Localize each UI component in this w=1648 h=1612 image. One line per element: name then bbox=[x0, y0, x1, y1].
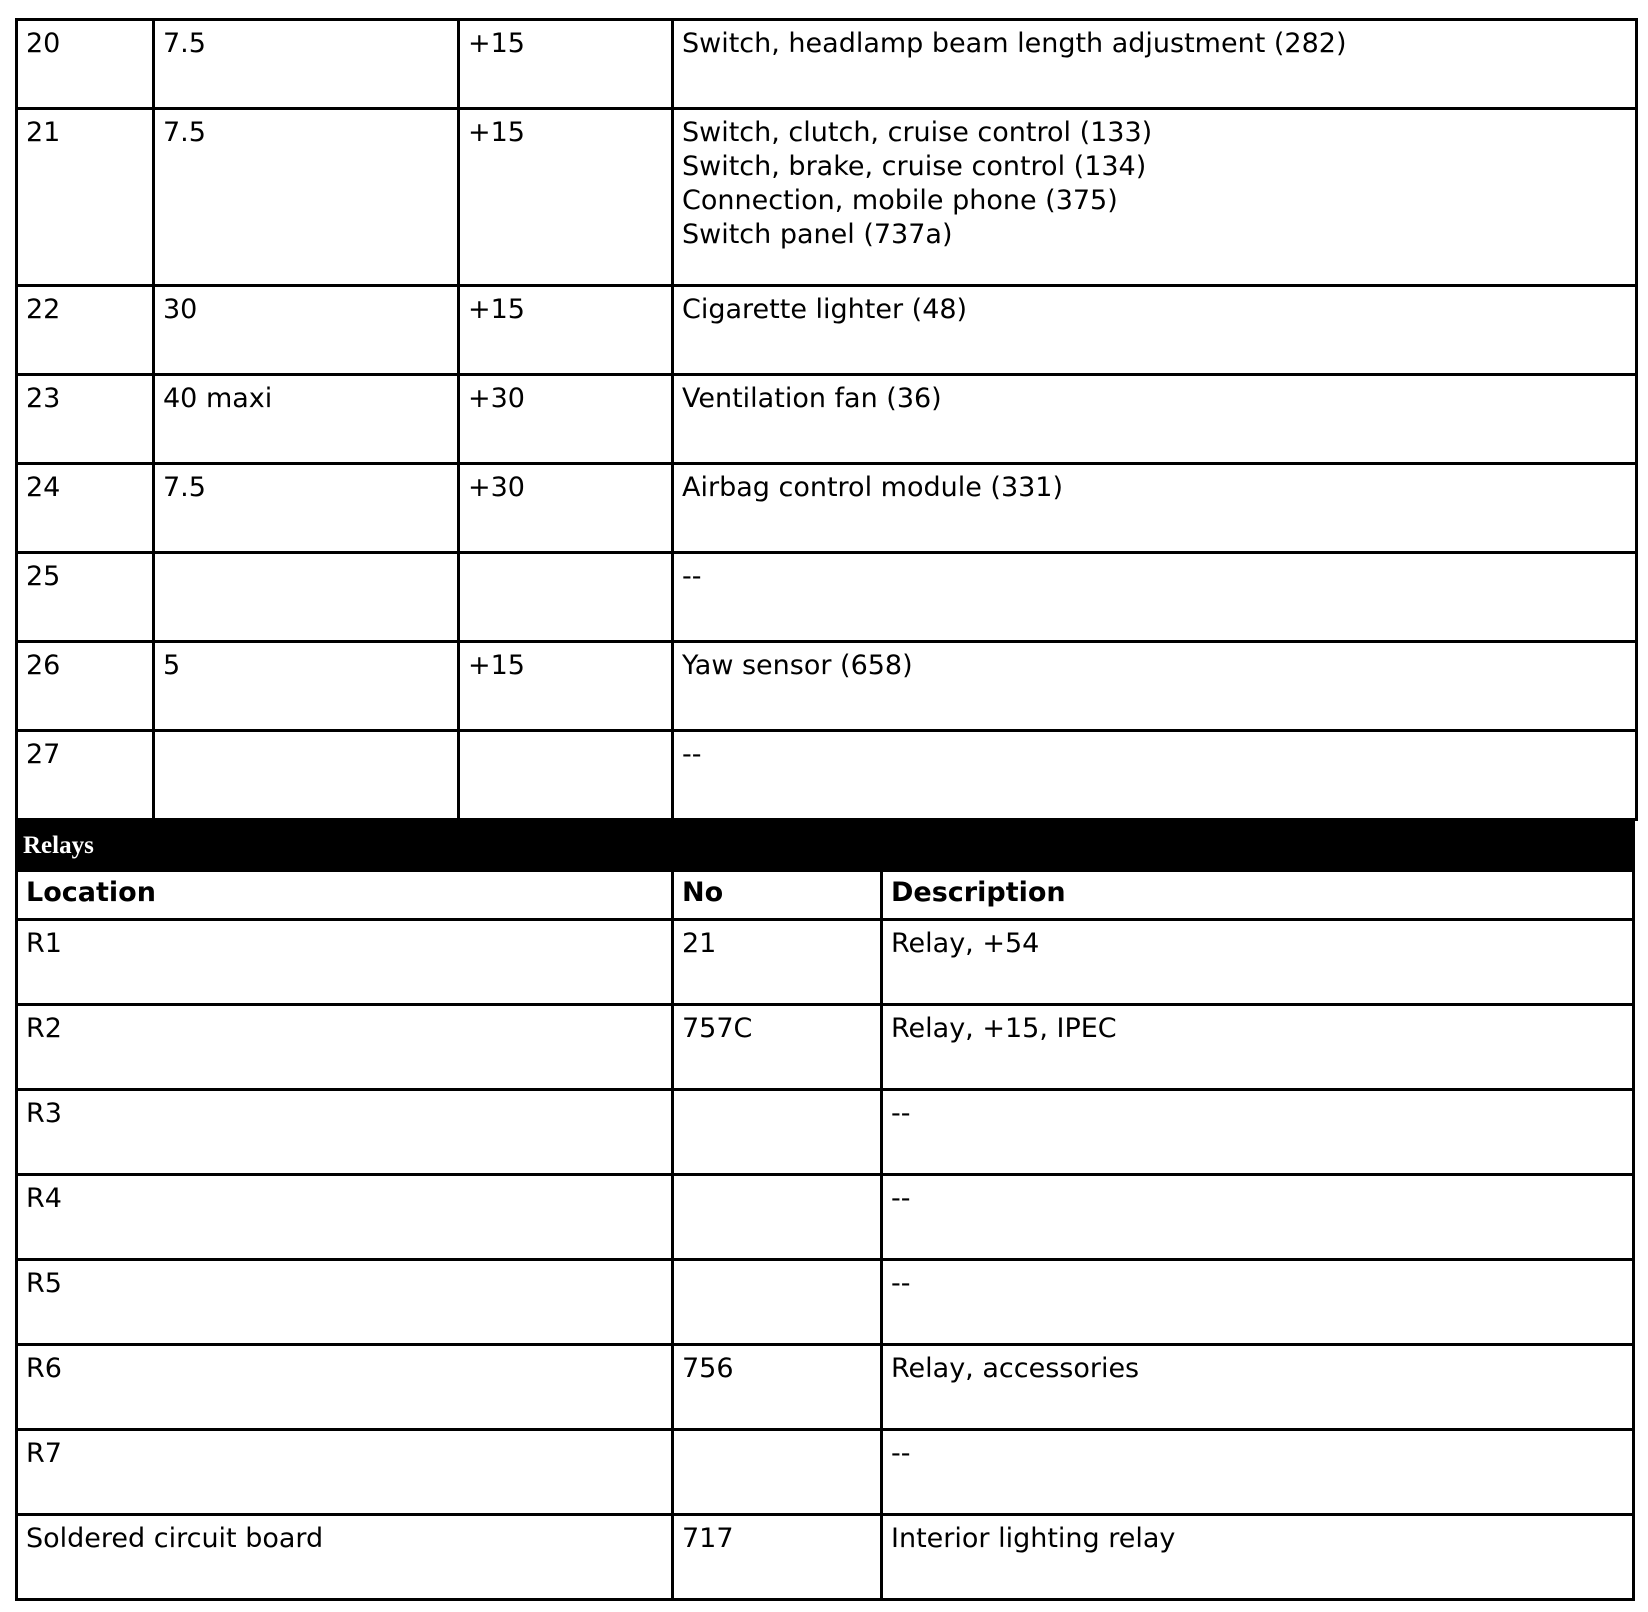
fuse-rating: 30 bbox=[154, 286, 459, 375]
relay-description: -- bbox=[882, 1430, 1634, 1515]
fuse-number: 26 bbox=[17, 642, 154, 731]
fuse-supply bbox=[459, 553, 673, 642]
relay-description: -- bbox=[882, 1090, 1634, 1175]
fuse-description-line: -- bbox=[682, 561, 702, 592]
fuse-number: 21 bbox=[17, 109, 154, 286]
relay-row bbox=[17, 1260, 1634, 1345]
relay-location: R6 bbox=[17, 1345, 673, 1430]
fuse-number: 25 bbox=[17, 553, 154, 642]
relay-table-body bbox=[17, 920, 1634, 1600]
fuse-description bbox=[673, 464, 1637, 553]
fuse-number: 27 bbox=[17, 731, 154, 820]
fuse-rating bbox=[154, 731, 459, 820]
fuse-supply: +15 bbox=[459, 642, 673, 731]
relay-location: R1 bbox=[17, 920, 673, 1005]
fuse-supply bbox=[459, 731, 673, 820]
relay-location: Soldered circuit board bbox=[17, 1515, 673, 1600]
fuse-number: 20 bbox=[17, 20, 154, 109]
relay-location: R2 bbox=[17, 1005, 673, 1090]
fuse-supply: +30 bbox=[459, 375, 673, 464]
fuse-row bbox=[17, 464, 1637, 553]
fuse-description-line: Switch panel (737a) bbox=[682, 219, 953, 250]
relay-location: R5 bbox=[17, 1260, 673, 1345]
fuse-row bbox=[17, 375, 1637, 464]
fuse-number: 23 bbox=[17, 375, 154, 464]
fuse-table-body bbox=[17, 20, 1637, 820]
fuse-rating: 7.5 bbox=[154, 109, 459, 286]
relay-location: R3 bbox=[17, 1090, 673, 1175]
fuse-rating: 5 bbox=[154, 642, 459, 731]
relay-number bbox=[673, 1175, 882, 1260]
header-no: No bbox=[673, 871, 882, 920]
relay-number: 21 bbox=[673, 920, 882, 1005]
fuse-description bbox=[673, 109, 1637, 286]
fuse-description-line: Airbag control module (331) bbox=[682, 472, 1064, 503]
fuse-description-line: Connection, mobile phone (375) bbox=[682, 185, 1118, 216]
fuse-rating: 40 maxi bbox=[154, 375, 459, 464]
relay-row bbox=[17, 1515, 1634, 1600]
fuse-description-line: Ventilation fan (36) bbox=[682, 383, 942, 414]
relay-row bbox=[17, 1430, 1634, 1515]
header-location: Location bbox=[17, 871, 673, 920]
fuse-description-line: Yaw sensor (658) bbox=[682, 650, 913, 681]
fuse-table bbox=[15, 18, 1638, 821]
relay-description: -- bbox=[882, 1175, 1634, 1260]
relay-number: 756 bbox=[673, 1345, 882, 1430]
relay-description: -- bbox=[882, 1260, 1634, 1345]
fuse-description bbox=[673, 286, 1637, 375]
fuse-row bbox=[17, 642, 1637, 731]
relay-number bbox=[673, 1090, 882, 1175]
relay-table bbox=[15, 869, 1635, 1601]
fuse-row bbox=[17, 20, 1637, 109]
relay-row bbox=[17, 1005, 1634, 1090]
fuse-row bbox=[17, 731, 1637, 820]
relay-table-header-row bbox=[17, 871, 1634, 920]
fuse-description bbox=[673, 642, 1637, 731]
fuse-row bbox=[17, 286, 1637, 375]
relay-row bbox=[17, 1090, 1634, 1175]
fuse-rating: 7.5 bbox=[154, 464, 459, 553]
fuse-rating bbox=[154, 553, 459, 642]
fuse-row bbox=[17, 109, 1637, 286]
fuse-description bbox=[673, 20, 1637, 109]
relay-number: 757C bbox=[673, 1005, 882, 1090]
fuse-description-line: Switch, clutch, cruise control (133) bbox=[682, 117, 1153, 148]
fuse-description bbox=[673, 375, 1637, 464]
fuse-description-line: Switch, headlamp beam length adjustment (282) bbox=[682, 28, 1347, 59]
relay-number: 717 bbox=[673, 1515, 882, 1600]
fuse-supply: +15 bbox=[459, 20, 673, 109]
relay-row bbox=[17, 1345, 1634, 1430]
relay-description: Relay, +54 bbox=[882, 920, 1634, 1005]
relay-row bbox=[17, 920, 1634, 1005]
fuse-supply: +30 bbox=[459, 464, 673, 553]
relay-location: R4 bbox=[17, 1175, 673, 1260]
fuse-number: 22 bbox=[17, 286, 154, 375]
relay-description: Relay, accessories bbox=[882, 1345, 1634, 1430]
relay-row bbox=[17, 1175, 1634, 1260]
fuse-number: 24 bbox=[17, 464, 154, 553]
fuse-description-line: Cigarette lighter (48) bbox=[682, 294, 968, 325]
relay-location: R7 bbox=[17, 1430, 673, 1515]
relays-section-header bbox=[15, 821, 1635, 869]
relay-number bbox=[673, 1260, 882, 1345]
fuse-description-line: Switch, brake, cruise control (134) bbox=[682, 151, 1147, 182]
fuse-description bbox=[673, 553, 1637, 642]
relay-description: Relay, +15, IPEC bbox=[882, 1005, 1634, 1090]
fuse-rating: 7.5 bbox=[154, 20, 459, 109]
fuse-description-line: -- bbox=[682, 739, 702, 770]
fuse-supply: +15 bbox=[459, 109, 673, 286]
document-page bbox=[15, 18, 1635, 1601]
relay-description: Interior lighting relay bbox=[882, 1515, 1634, 1600]
fuse-description bbox=[673, 731, 1637, 820]
relays-section-title: Relays bbox=[23, 832, 94, 859]
fuse-row bbox=[17, 553, 1637, 642]
fuse-supply: +15 bbox=[459, 286, 673, 375]
relay-number bbox=[673, 1430, 882, 1515]
header-description: Description bbox=[882, 871, 1634, 920]
